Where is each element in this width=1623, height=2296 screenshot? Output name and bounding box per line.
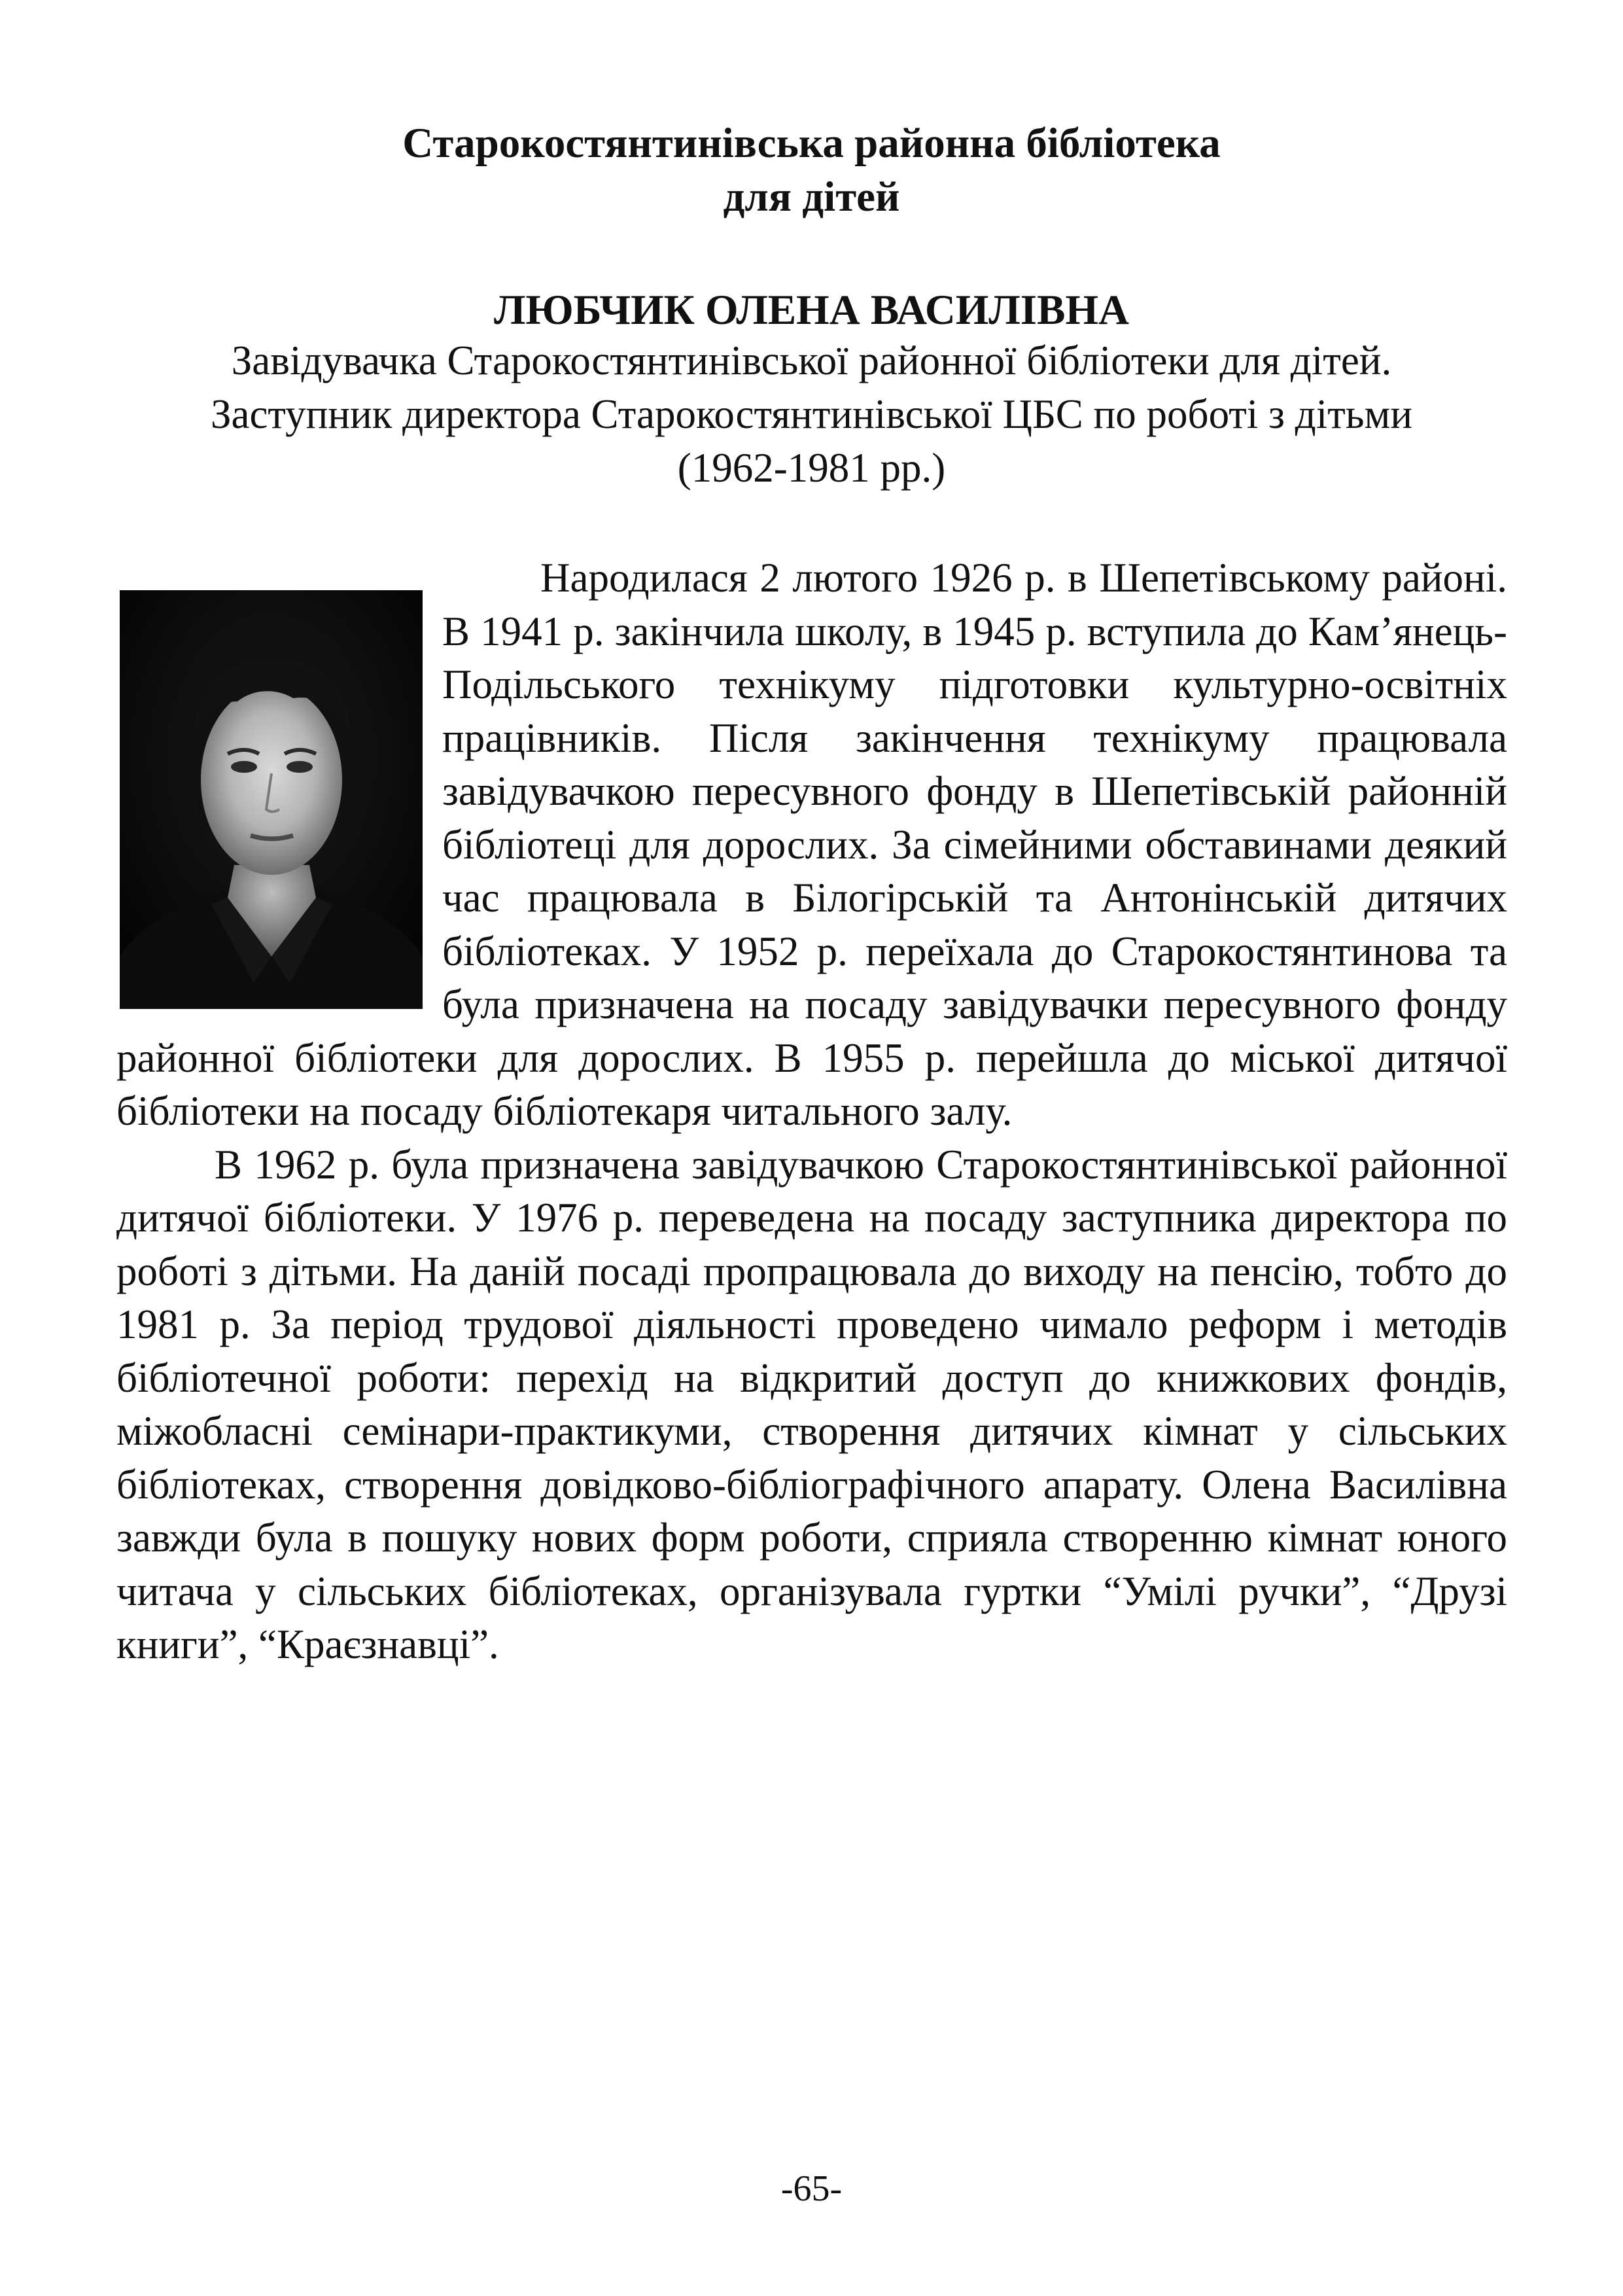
biography-text (116, 552, 1507, 1672)
position-line1: Завідувачка Старокостянтинівської районної бібліотеки для дітей. (231, 338, 1392, 383)
position-description (0, 334, 1623, 495)
biography-paragraph-1: Народилася 2 лютого 1926 р. в Шепетівському районі. В 1941 р. закінчила школу, в 1945 р. вступила до Кам’янець-Подільського технікуму підготовки культурно-освітніх працівників. Після закінчення технікуму працювала завідувачкою пересувного фонду в Шепетівській районній бібліотеці для дорослих. За сімейними обставинами деякий час працювала в Білогірській та Антонінській дитячих бібліотеках. У 1952 р. переїхала до Старокостянтинова та була призначена на посаду завідувачки пересувного фонду районної бібліотеки для дорослих. В 1955 р. перейшла до міської дитячої бібліотеки на посаду бібліотекаря читального залу. (116, 555, 1507, 1134)
photo-float-spacer (116, 552, 442, 998)
biography-paragraph-2: В 1962 р. була призначена завідувачкою Старокостянтинівської районної дитячої бібліотеки. У 1976 р. переведена на посаду заступника директора по роботі з дітьми. На даній посаді пропрацювала до виходу на пенсію, тобто до 1981 р. За період трудової діяльності проведено чимало реформ і методів бібліотечної роботи: перехід на відкритий доступ до книжкових фондів, міжобласні семінари-практикуми, створення дитячих кімнат у сільських бібліотеках, створення довідково-бібліографічного апарату. Олена Василівна завжди була в пошуку нових форм роботи, сприяла створенню кімнат юного читача у сільських бібліотеках, організувала гуртки “Умілі ручки”, “Друзі книги”, “Краєзнавці”. (116, 1141, 1507, 1667)
person-name: ЛЮБЧИК ОЛЕНА ВАСИЛІВНА (494, 287, 1129, 334)
library-title-line1: Старокостянтинівська районна бібліотека (402, 120, 1221, 167)
position-line2: Заступник директора Старокостянтинівської ЦБС по роботі з дітьми (210, 391, 1413, 437)
library-title (0, 116, 1623, 224)
library-title-line2: для дітей (723, 173, 900, 221)
page-number: -65- (780, 2168, 843, 2209)
position-years: (1962-1981 рр.) (677, 445, 946, 491)
